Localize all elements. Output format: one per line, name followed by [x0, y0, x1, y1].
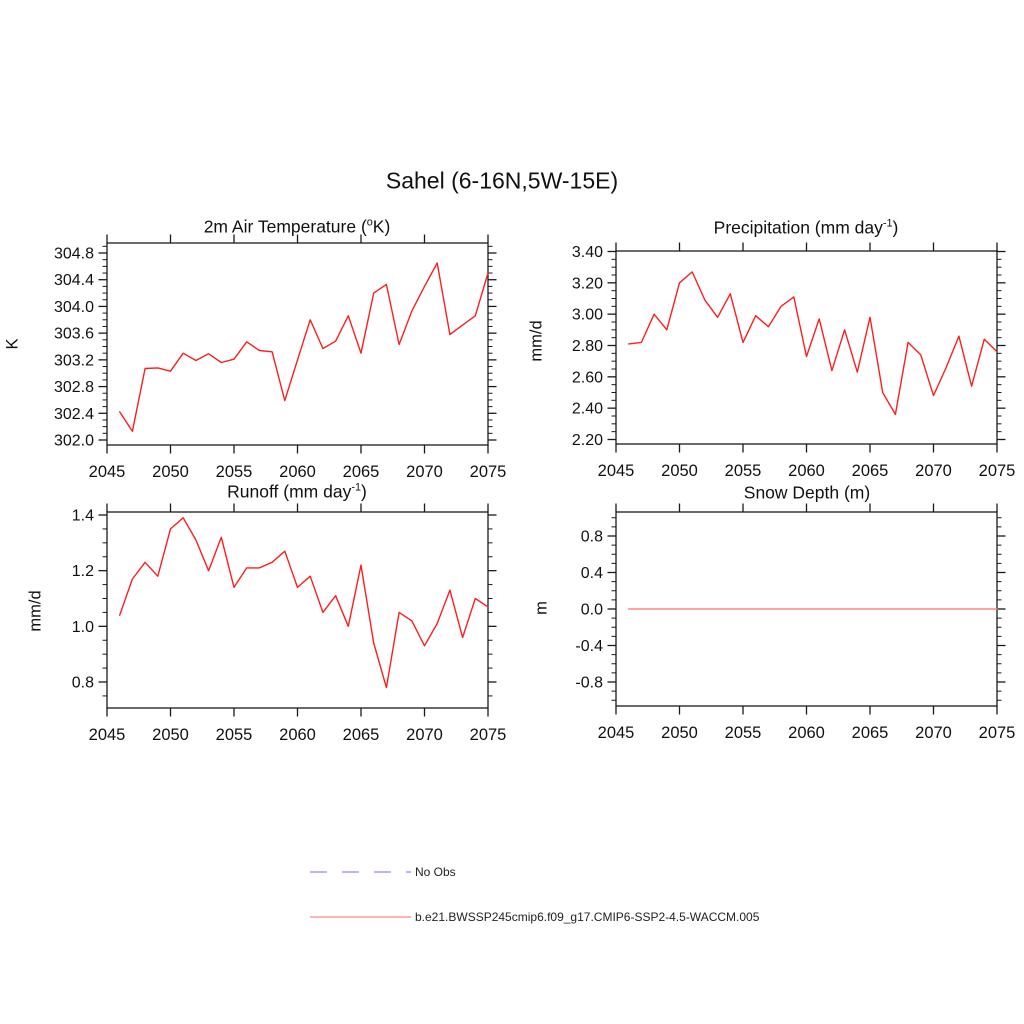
title-text: Runoff (mm day: [227, 481, 352, 502]
x-tick-label: 2060: [788, 462, 825, 480]
title-text: 2m Air Temperature (: [203, 216, 367, 237]
figure-title: Sahel (6-16N,5W-15E): [385, 167, 619, 194]
plot-frame-runoff: [107, 512, 488, 708]
y-tick-label: 304.0: [53, 298, 94, 316]
y-tick-label: 2.80: [571, 338, 603, 355]
y-tick-label: 1.4: [71, 507, 94, 525]
y-tick-label: 302.4: [53, 405, 94, 423]
y-axis-label-runoff: mm/d: [26, 590, 45, 632]
title-text: ): [361, 481, 367, 502]
y-axis-label-precipitation: mm/d: [527, 320, 546, 362]
x-tick-label: 2050: [661, 462, 698, 480]
y-tick-label: 302.8: [53, 379, 94, 397]
y-tick-label: 0.4: [580, 565, 603, 582]
x-tick-label: 2070: [915, 462, 952, 480]
series-line-runoff: [120, 518, 488, 688]
y-tick-label: 3.20: [571, 275, 603, 293]
series-line-precipitation: [629, 272, 997, 415]
x-tick-label: 2075: [978, 724, 1016, 742]
y-tick-label: 304.8: [53, 245, 94, 263]
y-axis-label-temperature: K: [3, 338, 22, 350]
title-text: Snow Depth (m): [743, 482, 871, 503]
y-tick-label: 0.8: [580, 528, 603, 546]
y-tick-label: -0.4: [575, 638, 603, 655]
title-text: K): [372, 216, 391, 237]
y-tick-label: 304.4: [53, 272, 94, 290]
series-line-temperature: [120, 263, 488, 431]
x-tick-label: 2070: [406, 726, 443, 744]
x-tick-label: 2070: [915, 724, 952, 742]
x-tick-label: 2055: [724, 462, 762, 480]
x-tick-label: 2045: [597, 724, 635, 742]
x-tick-label: 2045: [88, 726, 126, 744]
title-superscript: -1: [882, 217, 893, 230]
y-tick-label: 2.60: [571, 369, 603, 387]
x-tick-label: 2065: [851, 724, 889, 742]
plot-frame-precipitation: [616, 251, 997, 444]
x-tick-label: 2065: [342, 726, 380, 744]
y-tick-label: -0.8: [575, 674, 603, 692]
x-tick-label: 2050: [152, 726, 189, 744]
x-tick-label: 2055: [724, 724, 762, 742]
x-tick-label: 2075: [978, 462, 1016, 480]
x-tick-label: 2045: [88, 463, 126, 481]
title-superscript: -1: [351, 481, 361, 494]
y-tick-label: 303.6: [53, 325, 94, 343]
legend-label-no-obs: No Obs: [415, 865, 456, 879]
x-tick-label: 2065: [851, 462, 889, 480]
x-tick-label: 2065: [342, 463, 380, 481]
y-tick-label: 302.0: [53, 432, 94, 450]
panel-title-runoff: [227, 482, 367, 503]
y-tick-label: 2.20: [571, 432, 603, 449]
y-tick-label: 3.40: [571, 244, 603, 261]
x-tick-label: 2060: [279, 726, 316, 744]
y-tick-label: 2.40: [571, 400, 603, 418]
panel-title-temperature: [204, 217, 391, 238]
x-tick-label: 2075: [469, 463, 507, 481]
title-text: Precipitation (mm day: [713, 217, 883, 238]
y-axis-label-snow: m: [532, 601, 551, 615]
x-tick-label: 2060: [788, 724, 825, 742]
panel-title-snow: [744, 483, 870, 504]
y-tick-label: 303.2: [53, 352, 94, 370]
title-text: ): [892, 217, 899, 238]
legend-label-series: b.e21.BWSSP245cmip6.f09_g17.CMIP6-SSP2-4.5-WACCM.005: [415, 910, 760, 924]
y-tick-label: 0.8: [71, 674, 94, 692]
x-tick-label: 2050: [661, 724, 698, 742]
x-tick-label: 2075: [469, 726, 507, 744]
y-tick-label: 3.00: [571, 306, 603, 324]
x-tick-label: 2055: [215, 726, 253, 744]
y-tick-label: 0.0: [580, 601, 603, 619]
y-tick-label: 1.2: [71, 563, 94, 581]
x-tick-label: 2055: [215, 463, 253, 481]
x-tick-label: 2045: [597, 462, 635, 480]
x-tick-label: 2060: [279, 463, 316, 481]
title-superscript: o: [366, 216, 373, 229]
x-tick-label: 2050: [152, 463, 189, 481]
x-tick-label: 2070: [406, 463, 443, 481]
y-tick-label: 1.0: [71, 618, 94, 636]
panel-title-precipitation: [714, 218, 899, 239]
